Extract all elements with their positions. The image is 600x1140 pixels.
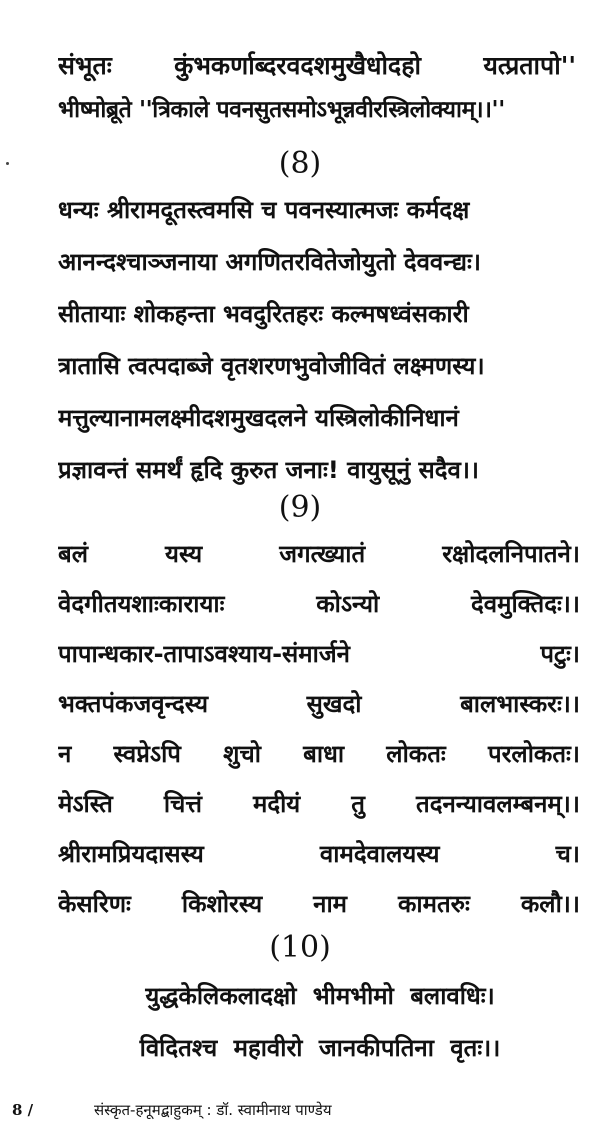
verse-line: मत्तुल्यानामलक्ष्मीदशमुखदलने यस्त्रिलोकीनिधानं	[58, 404, 459, 432]
verse-word: वामदेवालयस्य	[319, 840, 440, 868]
verse-word: बलं	[58, 540, 88, 568]
page-footer	[6, 1096, 596, 1124]
verse-word: मेऽस्ति	[58, 790, 113, 818]
verse-word: तदनन्यावलम्बनम्।।	[416, 790, 580, 818]
verse-word: श्रीरामप्रियदासस्य	[58, 840, 204, 868]
stanza-number: (9)	[278, 490, 322, 525]
verse-word: न	[58, 740, 72, 768]
verse-line	[58, 534, 580, 574]
verse-word: लोकतः	[386, 740, 446, 768]
verse-word: शुचो	[223, 740, 261, 768]
verse-word: पटुः।	[540, 640, 580, 668]
verse-word: नाम	[313, 890, 348, 918]
stanza-number: (8)	[278, 146, 322, 181]
verse-line	[58, 46, 576, 86]
verse-line: प्रज्ञावन्तं समर्थं हृदि कुरुत जनाः! वायुसूनुं सदैव।।	[58, 456, 480, 484]
verse-word: यत्प्रतापो''	[483, 51, 576, 80]
verse-word: देवमुक्तिदः।।	[471, 590, 580, 618]
verse-word: किशोरस्य	[181, 890, 263, 918]
verse-line	[58, 834, 580, 874]
verse-line	[58, 784, 580, 824]
verse-word: रक्षोदलनिपातने।	[442, 540, 580, 568]
verse-word: संभूतः	[58, 51, 112, 80]
verse-word: वेदगीतयशाःकारायाः	[58, 590, 225, 618]
verse-word: जगत्ख्यातं	[279, 540, 366, 568]
verse-word: केसरिणः	[58, 890, 131, 918]
verse-word: च।	[555, 840, 580, 868]
verse-word: भक्तपंकजवृन्दस्य	[58, 690, 209, 718]
verse-word: सुखदो	[306, 690, 362, 718]
verse-line	[58, 634, 580, 674]
verse-word: बालभास्करः।।	[460, 690, 580, 718]
verse-line	[58, 884, 580, 924]
verse-line: विदितश्च महावीरो जानकीपतिना वृतः।।	[139, 1034, 501, 1062]
stanza-number: (10)	[269, 930, 331, 965]
verse-line: युद्धकेलिकलादक्षो भीमभीमो बलावधिः।	[145, 982, 495, 1010]
verse-line: धन्यः श्रीरामदूतस्त्वमसि च पवनस्यात्मजः कर्मदक्ष	[58, 196, 470, 224]
verse-word: कोऽन्यो	[316, 590, 380, 618]
verse-line: त्रातासि त्वत्पदाब्जे वृतशरणभुवोजीवितं लक्ष्मणस्य।	[58, 352, 485, 380]
verse-word: कुंभकर्णाब्दरवदशमुखैधोदहो	[174, 51, 421, 80]
page-number: 8 /	[12, 1101, 34, 1119]
verse-word: बाधा	[303, 740, 345, 768]
verse-line	[58, 584, 580, 624]
verse-line: भीष्मोब्रूते ''त्रिकाले पवनसुतसमोऽभून्नवीरस्त्रिलोक्याम्।।''	[58, 97, 505, 123]
verse-line: सीतायाः शोकहन्ता भवदुरितहरः कल्मषध्वंसकारी	[58, 300, 469, 328]
verse-word: चित्तं	[163, 790, 202, 818]
verse-line	[58, 684, 580, 724]
verse-line	[58, 734, 580, 774]
verse-word: कामतरुः	[398, 890, 470, 918]
verse-word: मदीयं	[252, 790, 301, 818]
verse-line: आनन्दश्चाञ्जनाया अगणितरवितेजोयुतो देववन्द्यः।	[58, 248, 481, 276]
verse-word: परलोकतः।	[487, 740, 580, 768]
verse-word: कलौ।।	[520, 890, 580, 918]
verse-word: पापान्धकार-तापाऽवश्याय-संमार्जने	[58, 640, 350, 668]
verse-word: तु	[351, 790, 365, 818]
verse-word: यस्य	[165, 540, 203, 568]
verse-word: स्वप्नेऽपि	[113, 740, 181, 768]
book-title: संस्कृत-हनूमद्बाहुकम् : डॉ. स्वामीनाथ पाण्डेय	[94, 1101, 332, 1119]
